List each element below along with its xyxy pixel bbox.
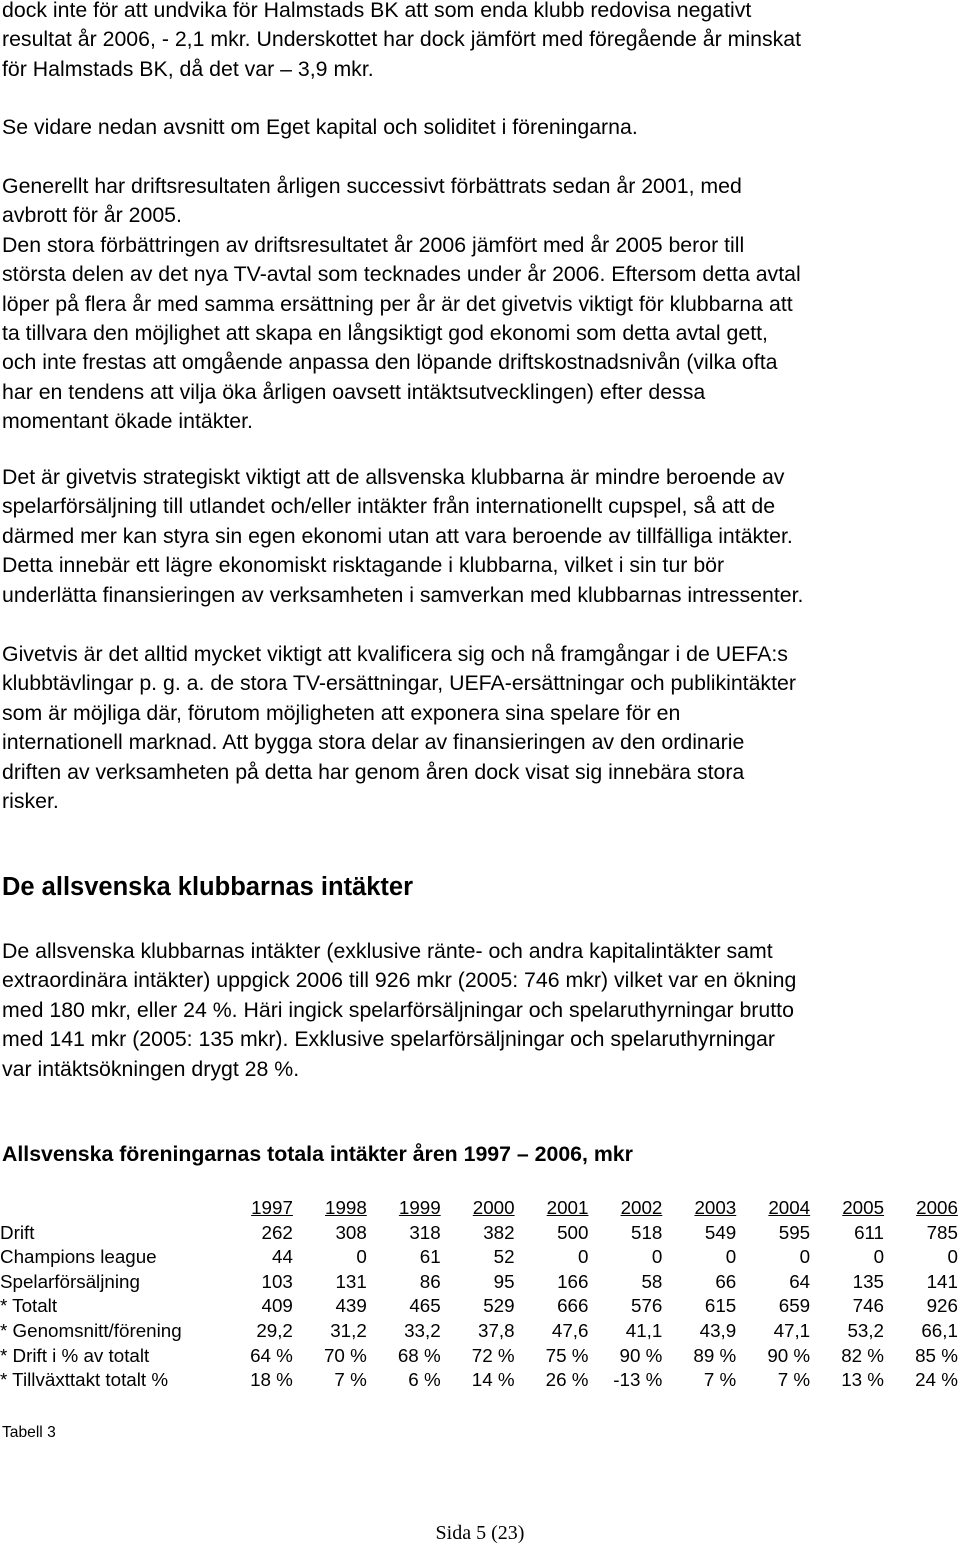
revenue-table xyxy=(0,1196,958,1393)
table-cell: 318 xyxy=(409,1221,441,1243)
text-line: största delen av det nya TV-avtal som tecknades under år 2006. Eftersom detta avtal xyxy=(2,262,801,287)
text-line: Det är givetvis strategiskt viktigt att de allsvenska klubbarna är mindre beroende av xyxy=(2,465,785,489)
table-cell: 141 xyxy=(926,1270,958,1292)
table-cell: 43,9 xyxy=(699,1319,737,1341)
table-cell: 262 xyxy=(261,1221,293,1243)
text-line: Den stora förbättringen av driftsresultatet år 2006 jämfört med år 2005 beror till xyxy=(2,232,745,257)
table-cell: 549 xyxy=(704,1221,737,1243)
text-line: var intäktsökningen drygt 28 %. xyxy=(2,1056,300,1081)
text-line: dock inte för att undvika för Halmstads BK att som enda klubb redovisa negativt xyxy=(2,0,752,22)
text-line: avbrott för år 2005. xyxy=(2,203,182,228)
table-cell: 18 % xyxy=(250,1369,293,1391)
table-cell: 85 % xyxy=(915,1344,958,1366)
text-line: för Halmstads BK, då det var – 3,9 mkr. xyxy=(2,56,374,81)
text-line: löper på flera år med samma ersättning per år är det givetvis viktigt för klubbarna att xyxy=(2,291,793,316)
text-line: Generellt har driftsresultaten årligen successivt förbättrats sedan år 2001, med xyxy=(2,174,742,198)
table-cell: 0 xyxy=(356,1246,367,1268)
table-cell: 86 xyxy=(419,1270,441,1292)
table-cell: 14 % xyxy=(471,1369,515,1391)
table-cell: 89 % xyxy=(693,1344,737,1366)
table-cell: 926 xyxy=(926,1295,958,1317)
table-cell: 90 % xyxy=(619,1344,663,1366)
table-row xyxy=(0,1245,958,1270)
table-cell: 595 xyxy=(778,1221,811,1243)
row-label: Champions league xyxy=(0,1246,157,1268)
row-label: * Drift i % av totalt xyxy=(0,1344,150,1366)
table-cell: 0 xyxy=(873,1246,885,1268)
year-header: 2002 xyxy=(620,1197,663,1218)
paragraph-4 xyxy=(2,463,803,610)
table-cell: 0 xyxy=(947,1246,958,1268)
table-cell: 611 xyxy=(854,1221,885,1243)
table-cell: 33,2 xyxy=(404,1319,441,1341)
table-cell: 103 xyxy=(261,1270,293,1292)
text-line: driften av verksamheten på detta har genom åren dock visat sig innebära stora xyxy=(2,759,745,784)
text-line: Detta innebär ett lägre ekonomiskt risktagande i klubbarna, vilket i sin tur bör xyxy=(2,553,725,578)
table-cell: 518 xyxy=(631,1221,663,1243)
year-header: 2003 xyxy=(694,1197,737,1218)
table-cell: 53,2 xyxy=(847,1319,885,1341)
text-line: som är möjliga där, förutom möjligheten att exponera sina spelare för en xyxy=(2,700,681,725)
table-cell: 90 % xyxy=(767,1344,811,1366)
year-header: 2004 xyxy=(768,1197,811,1218)
table-cell: 61 xyxy=(419,1246,441,1268)
table-cell: 7 % xyxy=(777,1369,811,1391)
table-cell: 52 xyxy=(493,1246,515,1268)
table-heading: Allsvenska föreningarnas totala intäkter åren 1997 – 2006, mkr xyxy=(2,1142,633,1166)
table-cell: 13 % xyxy=(841,1369,885,1391)
text-line: ta tillvara den möjlighet att skapa en långsiktigt god ekonomi som detta avtal gett, xyxy=(2,321,768,346)
table-cell: 576 xyxy=(631,1295,663,1317)
row-label: * Tillväxttakt totalt % xyxy=(0,1369,169,1391)
row-label: Drift xyxy=(0,1221,35,1243)
table-cell: 135 xyxy=(852,1270,885,1292)
table-row xyxy=(0,1270,958,1295)
table-cell: 439 xyxy=(335,1295,367,1317)
table-cell: 44 xyxy=(272,1246,293,1268)
table-cell: 746 xyxy=(852,1295,885,1317)
table-cell: 166 xyxy=(557,1270,589,1292)
year-header: 2001 xyxy=(546,1197,589,1218)
table-row xyxy=(0,1368,958,1393)
row-label: Spelarförsäljning xyxy=(0,1270,140,1292)
table-row xyxy=(0,1344,958,1369)
table-row xyxy=(0,1294,958,1319)
table-cell: 64 % xyxy=(250,1344,293,1366)
table-cell: 0 xyxy=(578,1246,589,1268)
table-cell: 29,2 xyxy=(256,1319,293,1341)
table-cell: 26 % xyxy=(545,1369,589,1391)
text-line: momentant ökade intäkter. xyxy=(2,409,253,434)
table-cell: 529 xyxy=(483,1295,515,1317)
table-row xyxy=(0,1221,958,1246)
row-label: * Totalt xyxy=(0,1295,58,1317)
table-header-row xyxy=(0,1196,958,1221)
table-cell: 0 xyxy=(799,1246,811,1268)
year-header: 1998 xyxy=(325,1197,367,1218)
table-cell: 70 % xyxy=(323,1344,367,1366)
table-cell: 75 % xyxy=(545,1344,589,1366)
table-cell: 47,6 xyxy=(551,1319,589,1341)
table-cell: 615 xyxy=(704,1295,737,1317)
table-cell: -13 % xyxy=(613,1369,663,1391)
text-line: risker. xyxy=(2,789,59,814)
text-line: spelarförsäljning till utlandet och/eller intäkter från internationellt cupspel, så att de xyxy=(2,494,776,519)
year-header: 1999 xyxy=(398,1197,441,1218)
text-line: extraordinära intäkter) uppgick 2006 till 926 mkr (2005: 746 mkr) vilket var en ökning xyxy=(2,968,797,993)
table-cell: 131 xyxy=(335,1270,367,1292)
table-cell: 666 xyxy=(557,1295,589,1317)
table-cell: 68 % xyxy=(397,1344,441,1366)
table-cell: 7 % xyxy=(703,1369,737,1391)
paragraph-5 xyxy=(2,640,796,816)
table-cell: 0 xyxy=(725,1246,737,1268)
table-cell: 500 xyxy=(557,1221,589,1243)
table-cell: 37,8 xyxy=(478,1319,515,1341)
table-caption: Tabell 3 xyxy=(2,1424,56,1441)
text-line: klubbtävlingar p. g. a. de stora TV-ersättningar, UEFA-ersättningar och publikintäkter xyxy=(2,671,796,696)
table-cell: 659 xyxy=(778,1295,811,1317)
section-paragraph xyxy=(2,937,796,1084)
table-cell: 64 xyxy=(789,1270,811,1292)
text-line: Givetvis är det alltid mycket viktigt att kvalificera sig och nå framgångar i de UEFA:s xyxy=(2,642,788,666)
table-cell: 95 xyxy=(493,1270,515,1292)
table-cell: 0 xyxy=(651,1246,663,1268)
text-line: underlätta finansieringen av verksamheten i samverkan med klubbarnas intressenter. xyxy=(2,582,804,607)
table-cell: 382 xyxy=(483,1221,515,1243)
text-line: därmed mer kan styra sin egen ekonomi utan att vara beroende av tillfälliga intäkter. xyxy=(2,523,793,548)
table-cell: 308 xyxy=(335,1221,367,1243)
text-line: och inte frestas att omgående anpassa den löpande driftskostnadsnivån (vilka ofta xyxy=(2,350,778,375)
table-cell: 58 xyxy=(641,1270,663,1292)
text-line: har en tendens att vilja öka årligen oavsett intäktsutvecklingen) efter dessa xyxy=(2,379,706,404)
table-cell: 82 % xyxy=(841,1344,885,1366)
table-cell: 66,1 xyxy=(921,1319,958,1341)
row-label: * Genomsnitt/förening xyxy=(0,1319,182,1341)
table-cell: 41,1 xyxy=(625,1319,663,1341)
text-line: internationell marknad. Att bygga stora delar av finansieringen av den ordinarie xyxy=(2,730,745,755)
table-cell: 465 xyxy=(409,1295,441,1317)
text-line: De allsvenska klubbarnas intäkter (exklusive ränte- och andra kapitalintäkter samt xyxy=(2,939,773,963)
paragraph-3 xyxy=(2,172,801,437)
table-cell: 72 % xyxy=(471,1344,515,1366)
table-cell: 785 xyxy=(926,1221,958,1243)
text-line: Se vidare nedan avsnitt om Eget kapital och soliditet i föreningarna. xyxy=(2,115,638,139)
year-header: 2000 xyxy=(472,1197,515,1218)
text-line: resultat år 2006, - 2,1 mkr. Underskottet har dock jämfört med föregående år minskat xyxy=(2,27,802,52)
table-cell: 66 xyxy=(715,1270,737,1292)
text-line: med 141 mkr (2005: 135 mkr). Exklusive spelarförsäljningar och spelaruthyrningar xyxy=(2,1027,775,1052)
table-cell: 31,2 xyxy=(330,1319,367,1341)
table-corner xyxy=(0,1196,219,1221)
table-cell: 47,1 xyxy=(773,1319,811,1341)
text-line: med 180 mkr, eller 24 %. Häri ingick spelarförsäljningar och spelaruthyrningar brutto xyxy=(2,997,794,1022)
table-cell: 7 % xyxy=(334,1369,367,1391)
page-footer: Sida 5 (23) xyxy=(435,1522,525,1544)
table-cell: 409 xyxy=(261,1295,293,1317)
paragraph-1 xyxy=(2,0,801,84)
table-cell: 24 % xyxy=(915,1369,958,1391)
section-heading: De allsvenska klubbarnas intäkter xyxy=(2,873,414,901)
year-header: 2005 xyxy=(842,1197,885,1218)
table-cell: 6 % xyxy=(408,1369,441,1391)
table-row xyxy=(0,1319,958,1344)
year-header: 1997 xyxy=(251,1197,293,1218)
year-header: 2006 xyxy=(916,1197,958,1218)
paragraph-2 xyxy=(2,113,638,142)
